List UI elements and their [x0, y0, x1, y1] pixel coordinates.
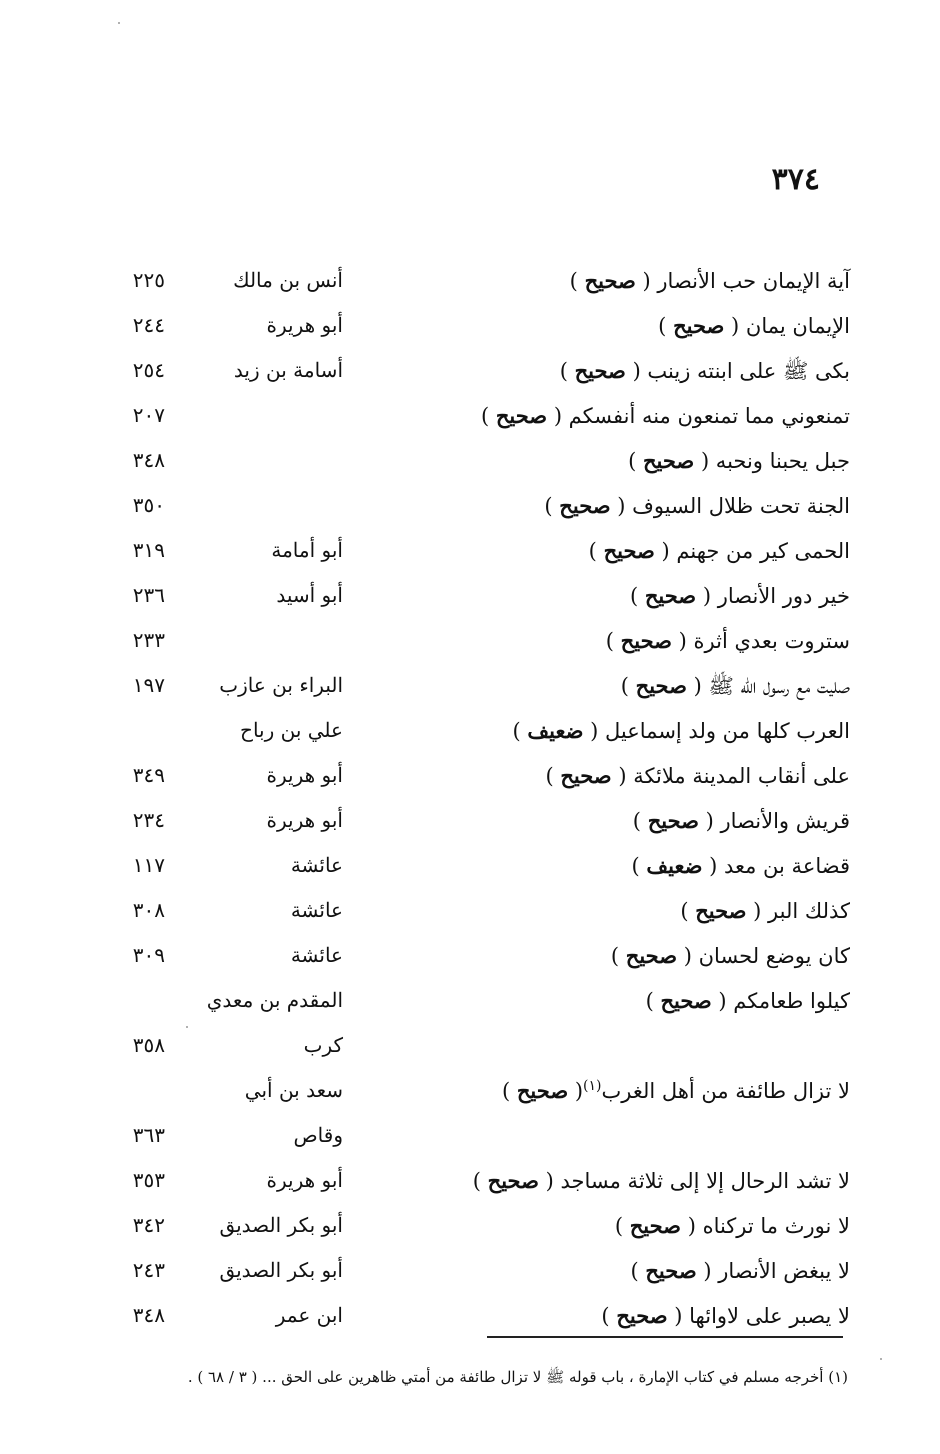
page-reference: ١١٧ [132, 853, 165, 877]
narrator-name: عائشة [290, 853, 343, 877]
hadith-grade: صحيح [559, 493, 611, 518]
page-reference: ١٩٧ [132, 673, 165, 697]
index-row [0, 618, 940, 663]
narrator-name: أبو هريرة [266, 313, 343, 337]
page-reference: ٢٤٣ [132, 1258, 165, 1282]
index-row [0, 933, 940, 978]
hadith-incipit [473, 1158, 850, 1204]
hadith-close-paren: ) [620, 674, 629, 698]
page-reference: ٢٣٣ [132, 628, 165, 652]
narrator-name: سعد بن أبي [244, 1078, 343, 1102]
hadith-text-start: ستروت بعدي أثرة ( [678, 629, 850, 653]
index-row [0, 258, 940, 303]
hadith-incipit [658, 303, 850, 349]
hadith-text-start: آية الإيمان حب الأنصار ( [642, 269, 850, 293]
hadith-text-start: كذلك البر ( [753, 899, 850, 923]
index-row [0, 573, 940, 618]
hadith-close-paren: ) [680, 899, 689, 923]
hadith-grade: صحيح [635, 673, 687, 698]
hadith-text-start: جبل يحبنا ونحبه ( [700, 449, 850, 473]
hadith-grade: صحيح [625, 943, 678, 968]
hadith-close-paren: ) [631, 854, 640, 878]
index-row [0, 753, 940, 798]
hadith-grade: صحيح [620, 628, 672, 653]
hadith-incipit [544, 483, 850, 529]
hadith-grade: صحيح [560, 763, 612, 788]
hadith-grade: صحيح [574, 358, 626, 383]
hadith-grade: صحيح [642, 448, 695, 473]
page-reference: ٢٣٦ [132, 583, 165, 607]
page-reference: ٢٠٧ [132, 403, 165, 427]
page-reference: ٣٤٩ [132, 763, 165, 787]
hadith-grade: صحيح [629, 1213, 682, 1238]
footnote-text: (١) أخرجه مسلم في كتاب الإمارة ، باب قوله ﷺ لا تزال طائفة من أمتي ظاهرين على الحق ... ( ٣ / ٦٨ ) . [187, 1368, 848, 1386]
hadith-grade: صحيح [660, 988, 712, 1013]
index-row [0, 1068, 940, 1113]
hadith-close-paren: ) [569, 269, 578, 293]
hadith-grade: صحيح [516, 1078, 569, 1103]
narrator-name: المقدم بن معدي [206, 988, 343, 1012]
index-row [0, 1203, 940, 1248]
hadith-text-start: الجنة تحت ظلال السيوف ( [617, 494, 850, 518]
hadith-grade: صحيح [616, 1303, 668, 1328]
page-reference: ٢٢٥ [132, 268, 165, 292]
hadith-close-paren: ) [480, 404, 490, 428]
hadith-index-table [0, 258, 940, 1338]
hadith-close-paren: ) [588, 539, 597, 563]
hadith-incipit [570, 258, 850, 304]
hadith-incipit [513, 708, 850, 754]
page-reference: ٣٤٢ [132, 1213, 165, 1237]
hadith-text-start: لا يصبر على لاوائها ( [674, 1304, 850, 1328]
narrator-name: أبو بكر الصديق [219, 1258, 343, 1282]
hadith-close-paren: ) [601, 1304, 610, 1328]
page-reference: ٣٠٩ [132, 943, 165, 967]
index-row [0, 393, 940, 438]
hadith-incipit [502, 1068, 850, 1114]
hadith-grade: صحيح [584, 268, 636, 293]
page-reference: ٢٤٤ [132, 313, 165, 337]
page-reference: ٣١٩ [132, 538, 165, 562]
hadith-text-start: خير دور الأنصار ( [702, 584, 850, 608]
hadith-grade: صحيح [647, 808, 699, 833]
page-reference: ٢٣٤ [132, 808, 165, 832]
hadith-grade: ضعيف [646, 853, 703, 878]
narrator-name: أبو هريرة [266, 808, 343, 832]
page-reference: ٣٥٠ [132, 493, 165, 517]
narrator-name: أسامة بن زيد [233, 358, 343, 382]
hadith-text-start: الإيمان يمان ( [731, 314, 850, 338]
index-row [0, 843, 940, 888]
hadith-incipit [630, 1248, 850, 1294]
hadith-close-paren: ) [605, 629, 614, 653]
narrator-name: أبو بكر الصديق [219, 1213, 343, 1237]
hadith-incipit [646, 978, 850, 1024]
index-row [0, 303, 940, 348]
hadith-grade: صحيح [487, 1168, 539, 1193]
index-row [0, 708, 940, 753]
hadith-close-paren: ) [512, 719, 521, 743]
narrator-name: وقاص [293, 1123, 343, 1147]
hadith-grade: صحيح [645, 1258, 697, 1283]
narrator-name: أنس بن مالك [233, 268, 343, 292]
page-number: ٣٧٤ [771, 162, 820, 197]
index-row [0, 663, 940, 708]
hadith-grade: صحيح [673, 313, 725, 338]
footnote-divider [487, 1336, 843, 1338]
hadith-text-start: كيلوا طعامكم ( [718, 989, 850, 1013]
hadith-incipit [481, 393, 850, 439]
index-row [0, 798, 940, 843]
hadith-close-paren: ) [645, 989, 654, 1013]
narrator-name: ابن عمر [275, 1303, 343, 1327]
hadith-grade: صحيح [495, 403, 548, 428]
index-row [0, 483, 940, 528]
hadith-incipit [601, 1293, 850, 1339]
hadith-text-start: صليت مع رسول الله ﷺ ( [693, 674, 850, 698]
hadith-text-start: كان يوضع لحسان ( [683, 944, 850, 968]
hadith-text-start: لا يبغض الأنصار ( [703, 1259, 850, 1283]
hadith-incipit [545, 753, 850, 799]
index-row [0, 978, 940, 1023]
hadith-close-paren: ) [610, 944, 620, 968]
page-reference: ٣٤٨ [132, 1303, 165, 1327]
narrator-name: البراء بن عازب [219, 673, 343, 697]
hadith-close-paren: ) [629, 584, 639, 608]
narrator-name: أبو أمامة [271, 538, 343, 562]
hadith-text-start: بكى ﷺ على ابنته زينب ( [632, 359, 850, 383]
page-reference: ٣٤٨ [132, 448, 165, 472]
narrator-name: أبو هريرة [266, 1168, 343, 1192]
hadith-grade: ضعيف [527, 718, 584, 743]
page-reference: ٣٦٣ [132, 1123, 165, 1147]
hadith-grade: صحيح [695, 898, 747, 923]
hadith-close-paren: ) [658, 314, 667, 338]
hadith-grade: صحيح [644, 583, 697, 608]
index-row [0, 888, 940, 933]
hadith-incipit [615, 1203, 850, 1249]
hadith-incipit [630, 573, 850, 619]
index-row [0, 1293, 940, 1338]
page-reference: ٣٥٣ [132, 1168, 165, 1192]
hadith-incipit [560, 348, 850, 394]
hadith-close-paren: ) [614, 1214, 624, 1238]
narrator-name: كرب [303, 1033, 343, 1057]
hadith-close-paren: ) [545, 764, 554, 788]
hadith-close-paren: ) [628, 449, 637, 473]
hadith-close-paren: ) [630, 1259, 639, 1283]
hadith-incipit [680, 888, 850, 934]
hadith-incipit [621, 663, 850, 709]
page-reference: ٣٠٨ [132, 898, 165, 922]
index-row [0, 1113, 940, 1158]
hadith-incipit [589, 528, 850, 574]
hadith-text-start: قضاعة بن معد ( [709, 854, 850, 878]
hadith-text-start: لا نورث ما تركناه ( [687, 1214, 850, 1238]
index-row [0, 348, 940, 393]
hadith-text-start: الحمى كير من جهنم ( [661, 539, 850, 563]
hadith-grade: صحيح [603, 538, 655, 563]
hadith-incipit [628, 438, 850, 484]
page-reference: ٢٥٤ [132, 358, 165, 382]
index-row [0, 1158, 940, 1203]
narrator-name: أبو أسيد [276, 583, 343, 607]
scan-speck [186, 1026, 188, 1028]
hadith-incipit [606, 618, 850, 664]
scan-speck [880, 1358, 882, 1360]
hadith-text-start: على أنقاب المدينة ملائكة ( [618, 764, 850, 788]
hadith-incipit [611, 933, 850, 979]
narrator-name: عائشة [290, 943, 343, 967]
hadith-incipit [631, 843, 850, 889]
narrator-name: أبو هريرة [266, 763, 343, 787]
hadith-close-paren: ) [544, 494, 553, 518]
hadith-text-start: العرب كلها من ولد إسماعيل ( [590, 719, 850, 743]
page-reference: ٣٥٨ [132, 1033, 165, 1057]
hadith-close-paren: ) [472, 1169, 481, 1193]
narrator-name: عائشة [290, 898, 343, 922]
index-row [0, 438, 940, 483]
hadith-close-paren: ) [559, 359, 568, 383]
hadith-text-start: قريش والأنصار ( [705, 809, 850, 833]
narrator-name: علي بن رباح [240, 718, 343, 742]
hadith-text-start: لا تزال طائفة من أهل الغرب [601, 1079, 850, 1103]
hadith-close-paren: ) [501, 1079, 511, 1103]
index-row [0, 1023, 940, 1068]
hadith-text-start: تمنعوني مما تمنعون منه أنفسكم ( [553, 404, 850, 428]
scan-speck [118, 22, 120, 24]
index-row [0, 528, 940, 573]
hadith-text-open-paren: ( [574, 1079, 584, 1103]
hadith-close-paren: ) [632, 809, 641, 833]
hadith-incipit [633, 798, 850, 844]
footnote-marker: (١) [583, 1078, 602, 1094]
index-row [0, 1248, 940, 1293]
hadith-text-start: لا تشد الرحال إلا إلى ثلاثة مساجد ( [545, 1169, 850, 1193]
